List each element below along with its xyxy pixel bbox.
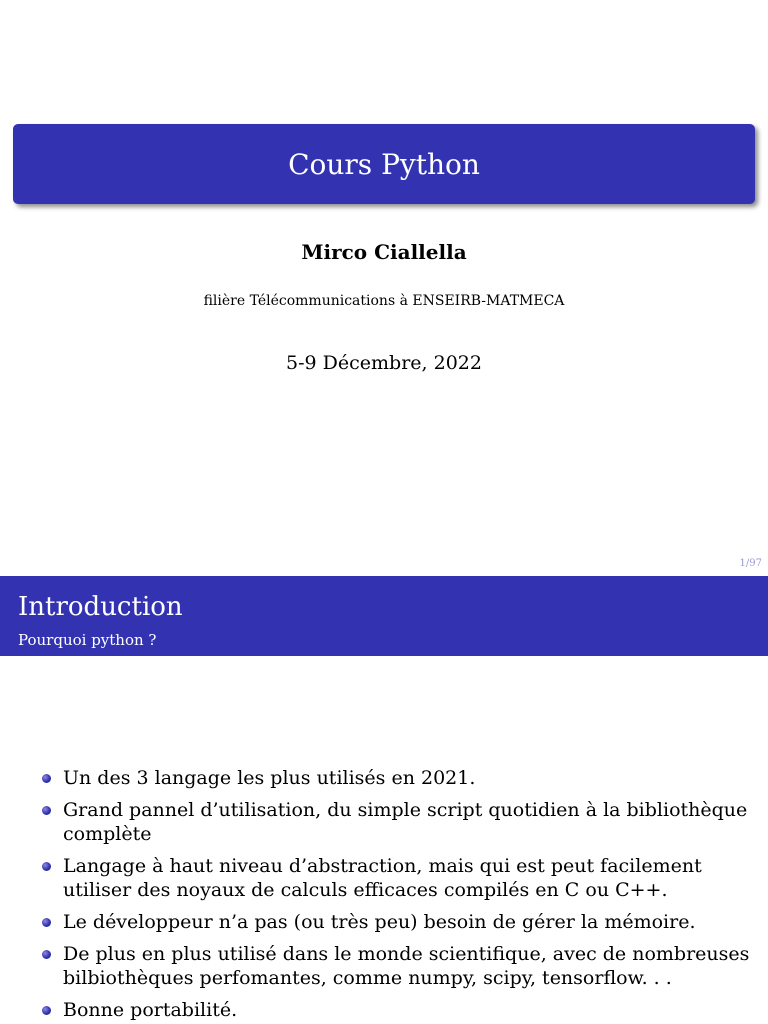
bullet-icon — [42, 774, 51, 783]
title-box — [13, 124, 755, 204]
frame-title: Introduction — [18, 592, 183, 622]
presentation-date: 5-9 Décembre, 2022 — [286, 352, 482, 374]
bullet-text: Un des 3 langage les plus utilisés en 2021. — [63, 767, 476, 789]
bullet-text: De plus en plus utilisé dans le monde scientifique, avec de nombreuses bilbiothèques perfomantes, comme numpy, scipy, tensorflow. . . — [63, 943, 750, 989]
list-item — [42, 910, 754, 934]
author-name: Mirco Ciallella — [301, 240, 467, 264]
frame-header — [0, 576, 768, 656]
bullet-list — [42, 766, 754, 1024]
bullet-text: Bonne portabilité. — [63, 999, 238, 1021]
bullet-icon — [42, 1006, 51, 1015]
list-item — [42, 854, 754, 902]
list-item — [42, 998, 754, 1022]
bullet-icon — [42, 918, 51, 927]
bullet-icon — [42, 862, 51, 871]
institute: filière Télécommunications à ENSEIRB-MATMECA — [203, 293, 565, 309]
bullet-text: Grand pannel d’utilisation, du simple script quotidien à la bibliothèque complète — [63, 799, 748, 845]
list-item — [42, 766, 754, 790]
bullet-text: Langage à haut niveau d’abstraction, mais qui est peut facilement utiliser des noyaux de calculs efficaces compilés en C ou C++. — [63, 855, 702, 901]
introduction-slide — [0, 576, 768, 1024]
list-item — [42, 798, 754, 846]
bullet-icon — [42, 806, 51, 815]
bullet-icon — [42, 950, 51, 959]
presentation-title: Cours Python — [288, 147, 480, 181]
frame-subtitle: Pourquoi python ? — [18, 631, 157, 649]
bullet-text: Le développeur n’a pas (ou très peu) besoin de gérer la mémoire. — [63, 911, 696, 933]
page-number: 1/97 — [739, 558, 762, 569]
list-item — [42, 942, 754, 990]
